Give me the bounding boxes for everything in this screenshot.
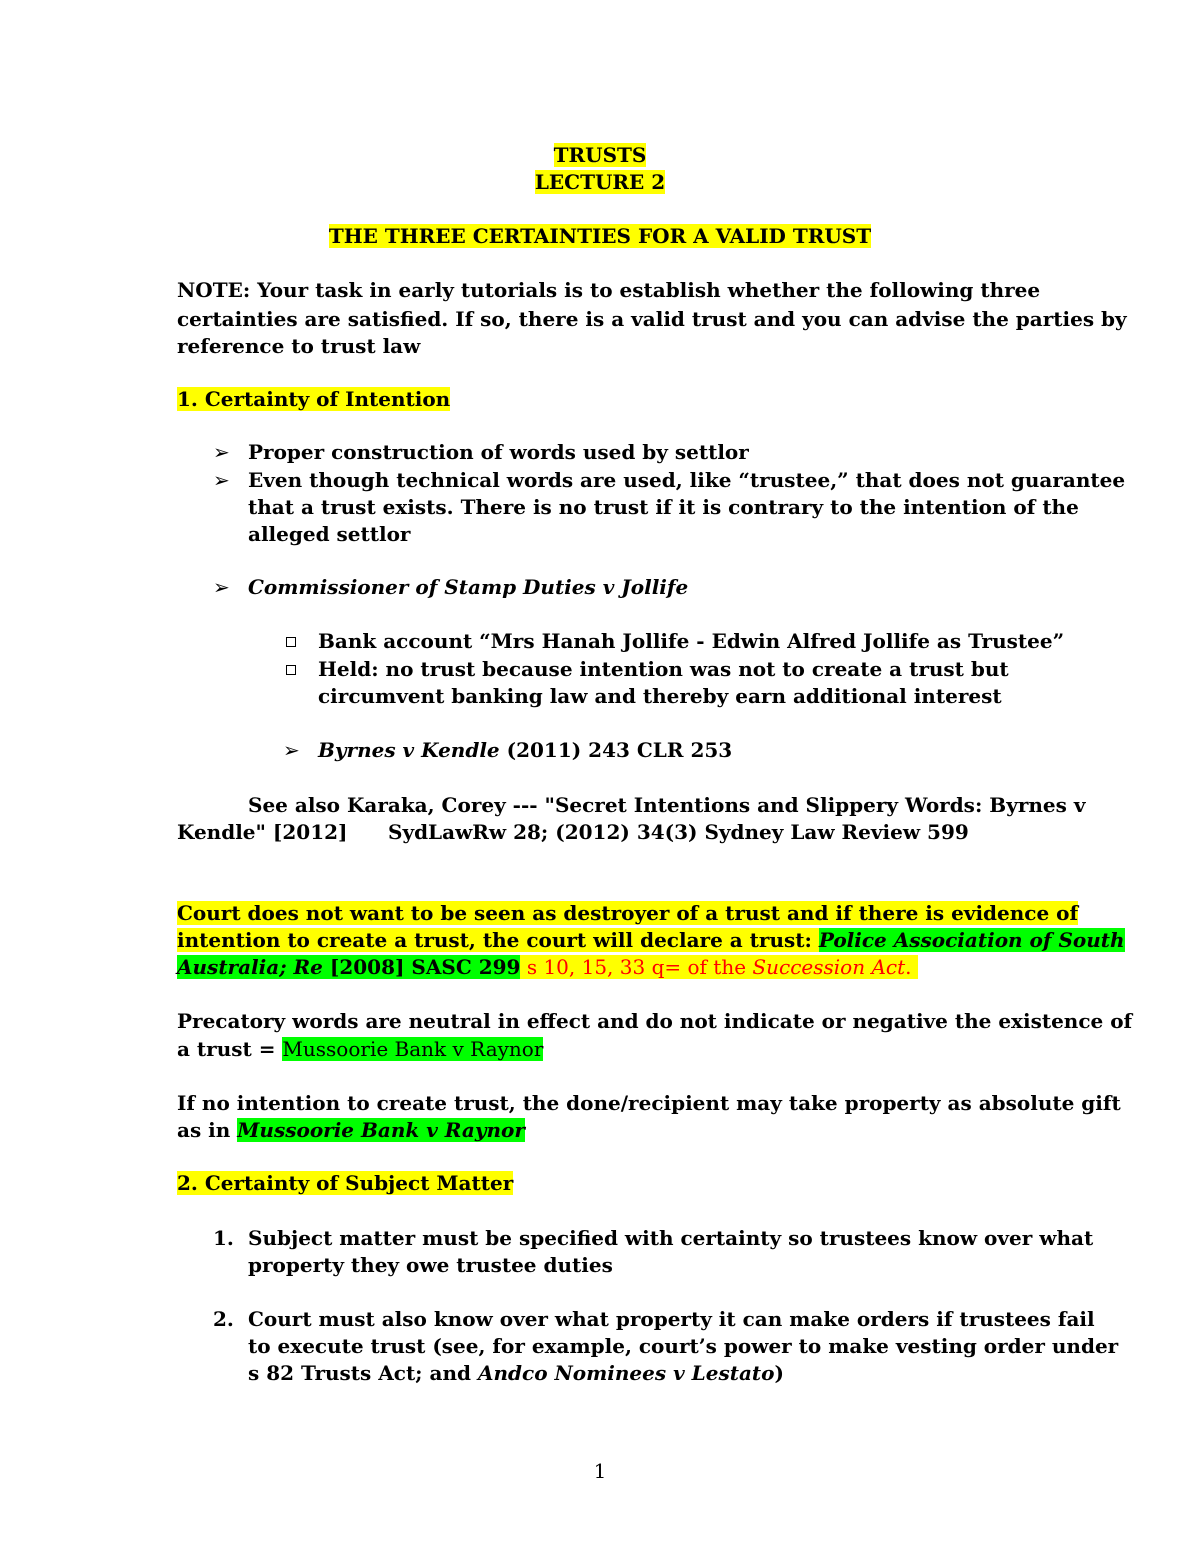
sub-bullet-text: circumvent banking law and thereby earn additional interest [318,684,1002,708]
list-item-text: Court must also know over what property it can make orders if trustees fail [248,1307,1095,1331]
see-also-line-1: See also Karaka, Corey --- "Secret Intentions and Slippery Words: Byrnes v [248,793,1086,817]
note-line-1: NOTE: Your task in early tutorials is to establish whether the following three [177,278,1041,302]
doc-subtitle: LECTURE 2 [534,170,666,194]
square-bullet-icon [286,637,296,647]
sub-bullet-text: Bank account “Mrs Hanah Jollife - Edwin Alfred Jollife as Trustee” [318,629,1065,653]
case-citation: Byrnes v Kendle (2011) 243 CLR 253 [318,738,733,762]
list-item-text: to execute trust (see, for example, court’s power to make vesting order under [248,1334,1119,1358]
see-also-line-2b: SydLawRw 28; (2012) 34(3) Sydney Law Review 599 [388,820,969,844]
arrow-bullet-icon: ➢ [283,738,300,762]
no-intention-line-1: If no intention to create trust, the done/recipient may take property as absolute gift [177,1091,1121,1115]
section-2-heading: 2. Certainty of Subject Matter [177,1171,514,1195]
arrow-bullet-icon: ➢ [213,575,230,599]
arrow-bullet-icon: ➢ [213,440,230,464]
arrow-bullet-icon: ➢ [213,468,230,492]
page-number: 1 [593,1459,607,1483]
note-line-3: reference to trust law [177,334,421,358]
bullet-text: alleged settlor [248,522,411,546]
precatory-line-2: a trust = Mussoorie Bank v Raynor [177,1037,544,1061]
bullet-text: Even though technical words are used, like “trustee,” that does not guarantee [248,468,1126,492]
list-item-text: Subject matter must be specified with certainty so trustees know over what [248,1226,1094,1250]
see-also-line-2a: Kendle" [2012] [177,820,348,844]
square-bullet-icon [286,665,296,675]
court-paragraph-line-2: intention to create a trust, the court will declare a trust: Police Association of South [177,928,1125,952]
court-paragraph-line-3: Australia; Re [2008] SASC 299 s 10, 15, 33 q= of the Succession Act. [177,954,918,981]
sub-bullet-text: Held: no trust because intention was not to create a trust but [318,657,1009,681]
list-number: 2. [213,1307,234,1331]
bullet-text: Proper construction of words used by settlor [248,440,749,464]
note-line-2: certainties are satisfied. If so, there is a valid trust and you can advise the parties by [177,307,1127,331]
list-item-text: property they owe trustee duties [248,1253,613,1277]
section-1-heading: 1. Certainty of Intention [177,387,451,411]
court-paragraph-line-1: Court does not want to be seen as destroyer of a trust and if there is evidence of [177,901,1079,925]
doc-heading: THE THREE CERTAINTIES FOR A VALID TRUST [328,224,872,248]
precatory-line-1: Precatory words are neutral in effect and do not indicate or negative the existence of [177,1009,1133,1033]
no-intention-line-2: as in Mussoorie Bank v Raynor [177,1118,525,1142]
case-name: Commissioner of Stamp Duties v Jollife [248,575,689,599]
bullet-text: that a trust exists. There is no trust if it is contrary to the intention of the [248,495,1079,519]
doc-title: TRUSTS [553,143,647,167]
list-item-text: s 82 Trusts Act; and Andco Nominees v Lestato) [248,1361,784,1385]
list-number: 1. [213,1226,234,1250]
